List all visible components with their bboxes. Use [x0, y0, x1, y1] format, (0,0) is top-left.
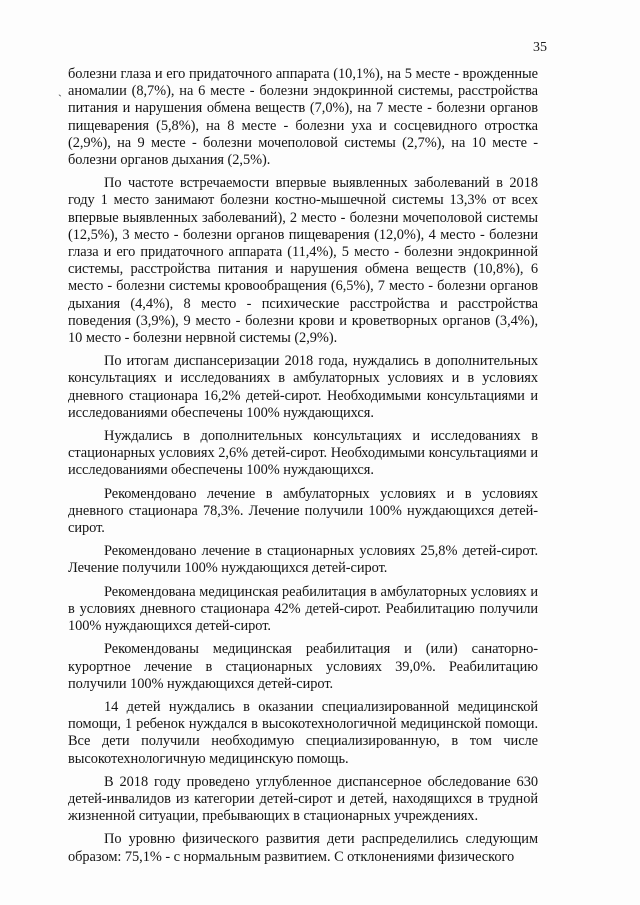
paragraph-2: По частоте встречаемости впервые выявленных заболеваний в 2018 году 1 место занимают болезни костно-мышечной системы 13,3% от всех впервые выявленных заболеваний), 2 место - болезни мочеполовой системы (12,5%), 3 место - болезни органов пищеварения (12,0%), 4 место - болезни глаза и его придаточного аппарата (11,4%), 5 место - болезни эндокринной системы, расстройства питания и нарушения обмена веществ (10,8%), 6 место - болезни системы кровообращения (6,5%), 7 место - болезни органов дыхания (4,4%), 8 место - психические расстройства и расстройства поведения (3,9%), 9 место - болезни крови и кроветворных органов (3,4%), 10 место - болезни нервной системы (2,9%).	[68, 175, 538, 347]
page-number: 35	[533, 40, 547, 55]
paragraph-11: По уровню физического развития дети распределились следующим образом: 75,1% - с нормальным развитием. С отклонениями физического	[68, 831, 538, 865]
paragraph-1: болезни глаза и его придаточного аппарата (10,1%), на 5 месте - врожденные аномалии (8,7%), на 6 месте - болезни эндокринной системы, расстройства питания и нарушения обмена веществ (7,0%), на 7 месте - болезни органов пищеварения (5,8%), на 8 месте - болезни уха и сосцевидного отростка (2,9%), на 9 месте - болезни мочеполовой системы (2,7%), на 10 месте - болезни органов дыхания (2,5%).	[68, 66, 538, 169]
stray-mark: `	[58, 92, 62, 106]
paragraph-3: По итогам диспансеризации 2018 года, нуждались в дополнительных консультациях и исследованиях в амбулаторных условиях и в условиях дневного стационара 16,2% детей-сирот. Необходимыми консультациями и исследованиями обеспечены 100% нуждающихся.	[68, 353, 538, 421]
paragraph-5: Рекомендовано лечение в амбулаторных условиях и в условиях дневного стационара 78,3%. Лечение получили 100% нуждающихся детей-сирот.	[68, 485, 538, 537]
body-text	[68, 66, 538, 866]
paragraph-10: В 2018 году проведено углубленное диспансерное обследование 630 детей-инвалидов из категории детей-сирот и детей, находящихся в трудной жизненной ситуации, пребывающих в стационарных учреждениях.	[68, 773, 538, 825]
paragraph-9: 14 детей нуждались в оказании специализированной медицинской помощи, 1 ребенок нуждался в высокотехнологичной медицинской помощи. Все дети получили необходимую специализированную, в том числе высокотехнологичную медицинскую помощь.	[68, 698, 538, 767]
paragraph-8: Рекомендованы медицинская реабилитация и (или) санаторно-курортное лечение в стационарных условиях 39,0%. Реабилитацию получили 100% нуждающихся детей-сирот.	[68, 641, 538, 692]
paragraph-7: Рекомендована медицинская реабилитация в амбулаторных условиях и в условиях дневного стационара 42% детей-сирот. Реабилитацию получили 100% нуждающихся детей-сирот.	[68, 583, 538, 635]
paragraph-4: Нуждались в дополнительных консультациях и исследованиях в стационарных условиях 2,6% детей-сирот. Необходимыми консультациями и исследованиями обеспечены 100% нуждающихся.	[68, 428, 538, 479]
paragraph-6: Рекомендовано лечение в стационарных условиях 25,8% детей-сирот. Лечение получили 100% нуждающихся детей-сирот.	[68, 543, 538, 577]
